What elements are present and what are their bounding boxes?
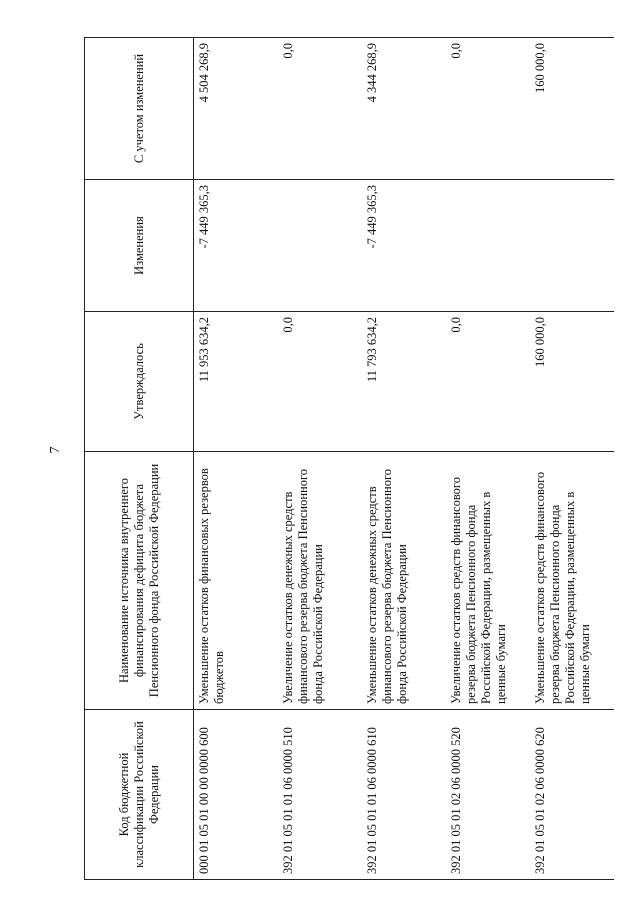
cell-final: 160 000,0 (530, 38, 614, 180)
rotated-table-container (84, 38, 592, 880)
cell-changes (446, 180, 530, 312)
cell-changes (530, 180, 614, 312)
cell-approved: 11 793 634,2 (362, 312, 446, 452)
header-approved: Утверждалось (85, 312, 194, 452)
cell-changes (278, 180, 362, 312)
cell-code: 000 01 05 01 00 00 0000 600 (194, 710, 279, 880)
cell-name: Уменьшение остатков средств финансового резерва бюджета Пенсионного фонда Российской Федерации, размещенных в ценные бумаги (530, 452, 614, 710)
cell-code: 392 01 05 01 02 06 0000 520 (446, 710, 530, 880)
cell-code: 392 01 05 01 02 06 0000 620 (530, 710, 614, 880)
cell-approved: 0,0 (278, 312, 362, 452)
budget-sources-table (84, 37, 614, 880)
header-code: Код бюджетной классификации Российской Федерации (85, 710, 194, 880)
cell-name: Уменьшение остатков финансовых резервов бюджетов (194, 452, 279, 710)
table-row (446, 38, 530, 880)
cell-code: 392 01 05 01 01 06 0000 510 (278, 710, 362, 880)
header-changes: Изменения (85, 180, 194, 312)
page-number: 7 (48, 446, 63, 454)
cell-final: 0,0 (278, 38, 362, 180)
cell-final: 0,0 (446, 38, 530, 180)
header-final: С учетом изменений (85, 38, 194, 180)
cell-approved: 0,0 (446, 312, 530, 452)
table-row (278, 38, 362, 880)
cell-name: Увеличение остатков денежных средств финансового резерва бюджета Пенсионного фонда Российской Федерации (278, 452, 362, 710)
table-row (194, 38, 279, 880)
cell-changes: -7 449 365,3 (194, 180, 279, 312)
cell-final: 4 344 268,9 (362, 38, 446, 180)
cell-code: 392 01 05 01 01 06 0000 610 (362, 710, 446, 880)
header-name: Наименование источника внутреннего финансирования дефицита бюджета Пенсионного фонда Российской Федерации (85, 452, 194, 710)
cell-approved: 11 953 634,2 (194, 312, 279, 452)
table-row (362, 38, 446, 880)
cell-name: Увеличение остатков средств финансового резерва бюджета Пенсионного фонда Российской Федерации, размещенных в ценные бумаги (446, 452, 530, 710)
table-header-row (85, 38, 194, 880)
cell-approved: 160 000,0 (530, 312, 614, 452)
table-row (530, 38, 614, 880)
cell-changes: -7 449 365,3 (362, 180, 446, 312)
cell-name: Уменьшение остатков денежных средств финансового резерва бюджета Пенсионного фонда Российской Федерации (362, 452, 446, 710)
cell-final: 4 504 268,9 (194, 38, 279, 180)
